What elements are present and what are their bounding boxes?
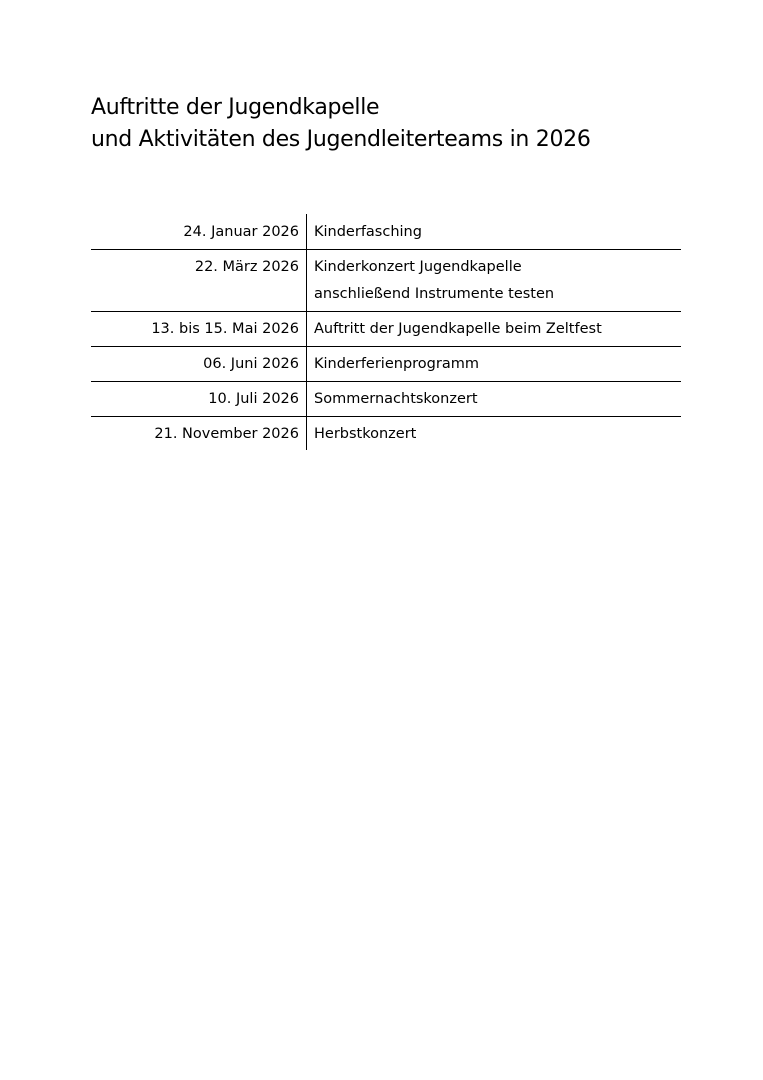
page-title	[91, 92, 591, 156]
event-description	[307, 250, 682, 312]
event-date: 24. Januar 2026	[91, 214, 307, 250]
event-description	[307, 417, 682, 451]
event-line: Herbstkonzert	[314, 426, 417, 442]
event-date: 22. März 2026	[91, 250, 307, 312]
table-row	[91, 417, 681, 451]
event-line: Kinderfasching	[314, 224, 422, 240]
event-line: Kinderferienprogramm	[314, 356, 479, 372]
table-row	[91, 214, 681, 250]
event-line: anschließend Instrumente testen	[314, 286, 555, 302]
table-row	[91, 347, 681, 382]
table-row	[91, 312, 681, 347]
title-line-2: und Aktivitäten des Jugendleiterteams in 2026	[91, 127, 591, 152]
event-line: Auftritt der Jugendkapelle beim Zeltfest	[314, 321, 602, 337]
event-description	[307, 214, 682, 250]
event-date: 10. Juli 2026	[91, 382, 307, 417]
title-line-1: Auftritte der Jugendkapelle	[91, 95, 380, 120]
event-date: 13. bis 15. Mai 2026	[91, 312, 307, 347]
event-description	[307, 312, 682, 347]
schedule-table	[91, 214, 681, 450]
table-row	[91, 382, 681, 417]
event-date: 06. Juni 2026	[91, 347, 307, 382]
table-row	[91, 250, 681, 312]
event-line: Kinderkonzert Jugendkapelle	[314, 259, 522, 275]
event-description	[307, 382, 682, 417]
event-date: 21. November 2026	[91, 417, 307, 451]
event-description	[307, 347, 682, 382]
event-line: Sommernachtskonzert	[314, 391, 478, 407]
